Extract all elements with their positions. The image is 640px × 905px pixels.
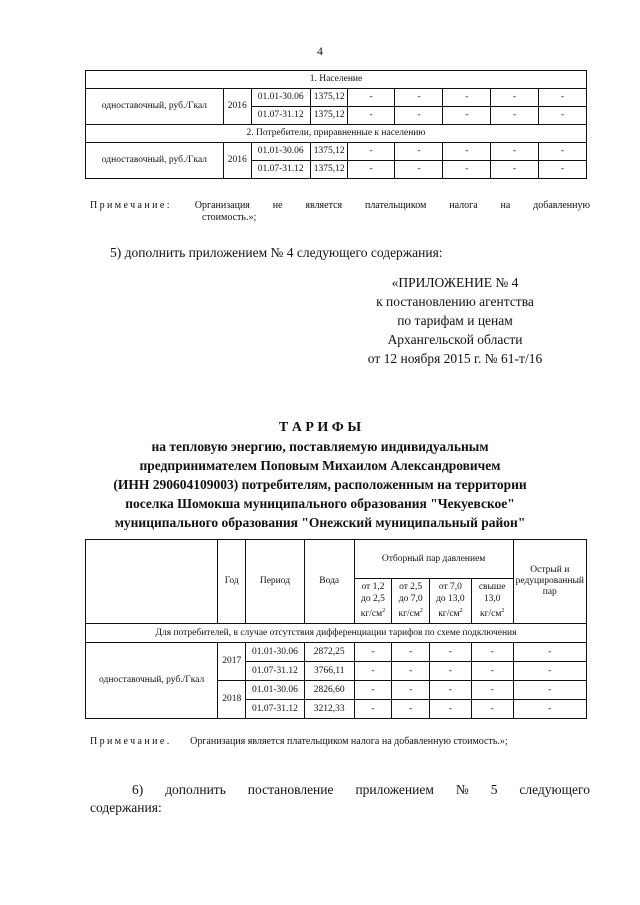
pressure-unit: $кг/см^2$ [360,608,386,620]
pressure-from: свыше [478,582,506,593]
item-word: № [455,782,469,797]
page-number: 4 [317,44,323,58]
note-word: на [500,200,511,211]
dash-cell: - [347,107,395,125]
section-title: 2. Потребители, приравненные к населению [86,125,587,143]
dash-cell: - [539,143,587,161]
pressure-from: от 1,2 [361,582,385,593]
table-row [86,89,587,107]
dash-cell: - [491,107,539,125]
value-cell: 1375,12 [310,161,347,179]
dash-cell: - [395,89,443,107]
dash-cell: - [392,681,430,700]
dash-cell: - [392,700,430,719]
note-label: Примечание. [90,736,172,747]
title-line: (ИНН 290604109003) потребителям, расположенным на территории [113,477,527,492]
dash-cell: - [491,161,539,179]
item-word: следующего [519,782,590,797]
dash-cell: - [513,700,586,719]
dash-cell: - [471,700,513,719]
dash-cell: - [443,161,491,179]
dash-cell: - [347,89,395,107]
dash-cell: - [395,143,443,161]
pressure-unit: $кг/см^2$ [438,608,463,620]
pressure-from: от 2,5 [399,582,423,593]
dash-cell: - [395,107,443,125]
pressure-unit: $кг/см^2$ [398,608,423,620]
dash-cell: - [491,143,539,161]
title-line: муниципального образования "Онежский муниципальный район" [114,515,526,530]
pressure-to: до 7,0 [398,594,423,605]
item-word: дополнить [165,782,226,797]
dash-cell: - [354,700,392,719]
note-word: налога [449,200,478,211]
dash-cell: - [471,681,513,700]
dash-cell: - [443,143,491,161]
dash-cell: - [430,681,472,700]
item-6-line-2: содержания: [90,800,162,815]
title-line: поселка Шомокша муниципального образования "Чекуевское" [125,496,515,511]
dash-cell: - [539,89,587,107]
period-cell: 01.07-31.12 [251,161,310,179]
period-cell: 01.01-30.06 [246,681,305,700]
value-cell: 2872,25 [304,643,354,662]
period-header: Период [246,540,305,624]
value-cell: 3766,11 [304,662,354,681]
pressure-from: от 7,0 [438,582,462,593]
title-line: на тепловую энергию, поставляемую индивидуальным [151,439,489,454]
year-header: Год [218,540,246,624]
note-word: не [272,200,283,211]
tariff-table-1 [85,70,587,179]
appendix-block [340,273,570,368]
tariff-label: одноставочный, руб./Гкал [86,643,218,719]
note-1-line-2: стоимость.»; [202,212,257,223]
item-word: 6) [132,782,144,797]
year-cell: 2016 [223,143,251,179]
note-word: плательщиком [364,200,427,211]
period-cell: 01.01-30.06 [251,89,310,107]
section-title: 1. Население [86,71,587,89]
dash-cell: - [513,643,586,662]
tariff-title [60,418,580,532]
steam-group-header: Отборный пар давлением [354,540,513,579]
value-cell: 3212,33 [304,700,354,719]
note-1-line-1 [90,200,590,211]
appendix-line: по тарифам и ценам [397,313,513,328]
pressure-header [392,579,430,624]
dash-cell: - [471,662,513,681]
note-text: Организация является плательщиком налога на добавленную стоимость.»; [190,736,508,747]
pressure-unit: $кг/см^2$ [479,608,505,620]
dash-cell: - [354,681,392,700]
sharp-steam-header: Острый и редуцированный пар [513,540,586,624]
dash-cell: - [354,643,392,662]
dash-cell: - [471,643,513,662]
appendix-line: от 12 ноября 2015 г. № 61-т/16 [367,351,543,366]
year-cell: 2018 [218,681,246,719]
value-cell: 1375,12 [310,107,347,125]
value-cell: 2826,60 [304,681,354,700]
pressure-to: 13,0 [483,594,501,605]
appendix-line: «ПРИЛОЖЕНИЕ № 4 [391,275,519,290]
note-1 [90,200,590,223]
period-cell: 01.01-30.06 [251,143,310,161]
section-title: Для потребителей, в случае отсутствия дифференциации тарифов по схеме подключения [86,624,587,643]
empty-header [86,540,218,624]
period-cell: 01.07-31.12 [251,107,310,125]
item-5: 5) дополнить приложением № 4 следующего содержания: [110,245,443,260]
dash-cell: - [430,643,472,662]
dash-cell: - [430,700,472,719]
appendix-line: Архангельской области [387,332,523,347]
title-heading: Т А Р И Ф Ы [278,420,362,435]
period-cell: 01.01-30.06 [246,643,305,662]
section-header-row [86,71,587,89]
table-row [86,643,587,662]
item-6-line-1 [90,782,590,798]
period-cell: 01.07-31.12 [246,700,305,719]
note-2 [90,736,508,747]
item-6 [90,782,590,816]
dash-cell: - [513,662,586,681]
item-word: постановление [247,782,334,797]
section-header-row [86,125,587,143]
dash-cell: - [539,107,587,125]
value-cell: 1375,12 [310,143,347,161]
pressure-to: до 2,5 [361,594,385,605]
dash-cell: - [443,107,491,125]
table-row [86,143,587,161]
item-word: приложением [355,782,434,797]
note-word: является [305,200,343,211]
value-cell: 1375,12 [310,89,347,107]
pressure-header [471,579,513,624]
dash-cell: - [443,89,491,107]
tariff-label: одноставочный, руб./Гкал [86,143,224,179]
dash-cell: - [430,662,472,681]
dash-cell: - [491,89,539,107]
title-line: предпринимателем Поповым Михаилом Александровичем [139,458,501,473]
note-label: Примечание: [90,200,172,211]
pressure-header [430,579,472,624]
appendix-line: к постановлению агентства [376,294,534,309]
year-cell: 2017 [218,643,246,681]
water-header: Вода [304,540,354,624]
note-word: добавленную [533,200,590,211]
note-word: Организация [194,200,250,211]
dash-cell: - [347,143,395,161]
dash-cell: - [392,662,430,681]
dash-cell: - [347,161,395,179]
pressure-to: до 13,0 [436,594,465,605]
header-row [86,540,587,579]
dash-cell: - [539,161,587,179]
tariff-label: одноставочный, руб./Гкал [86,89,224,125]
period-cell: 01.07-31.12 [246,662,305,681]
section-header-row [86,624,587,643]
dash-cell: - [354,662,392,681]
dash-cell: - [395,161,443,179]
tariff-table-2 [85,539,587,719]
dash-cell: - [392,643,430,662]
pressure-header [354,579,392,624]
year-cell: 2016 [223,89,251,125]
dash-cell: - [513,681,586,700]
item-word: 5 [490,782,498,797]
